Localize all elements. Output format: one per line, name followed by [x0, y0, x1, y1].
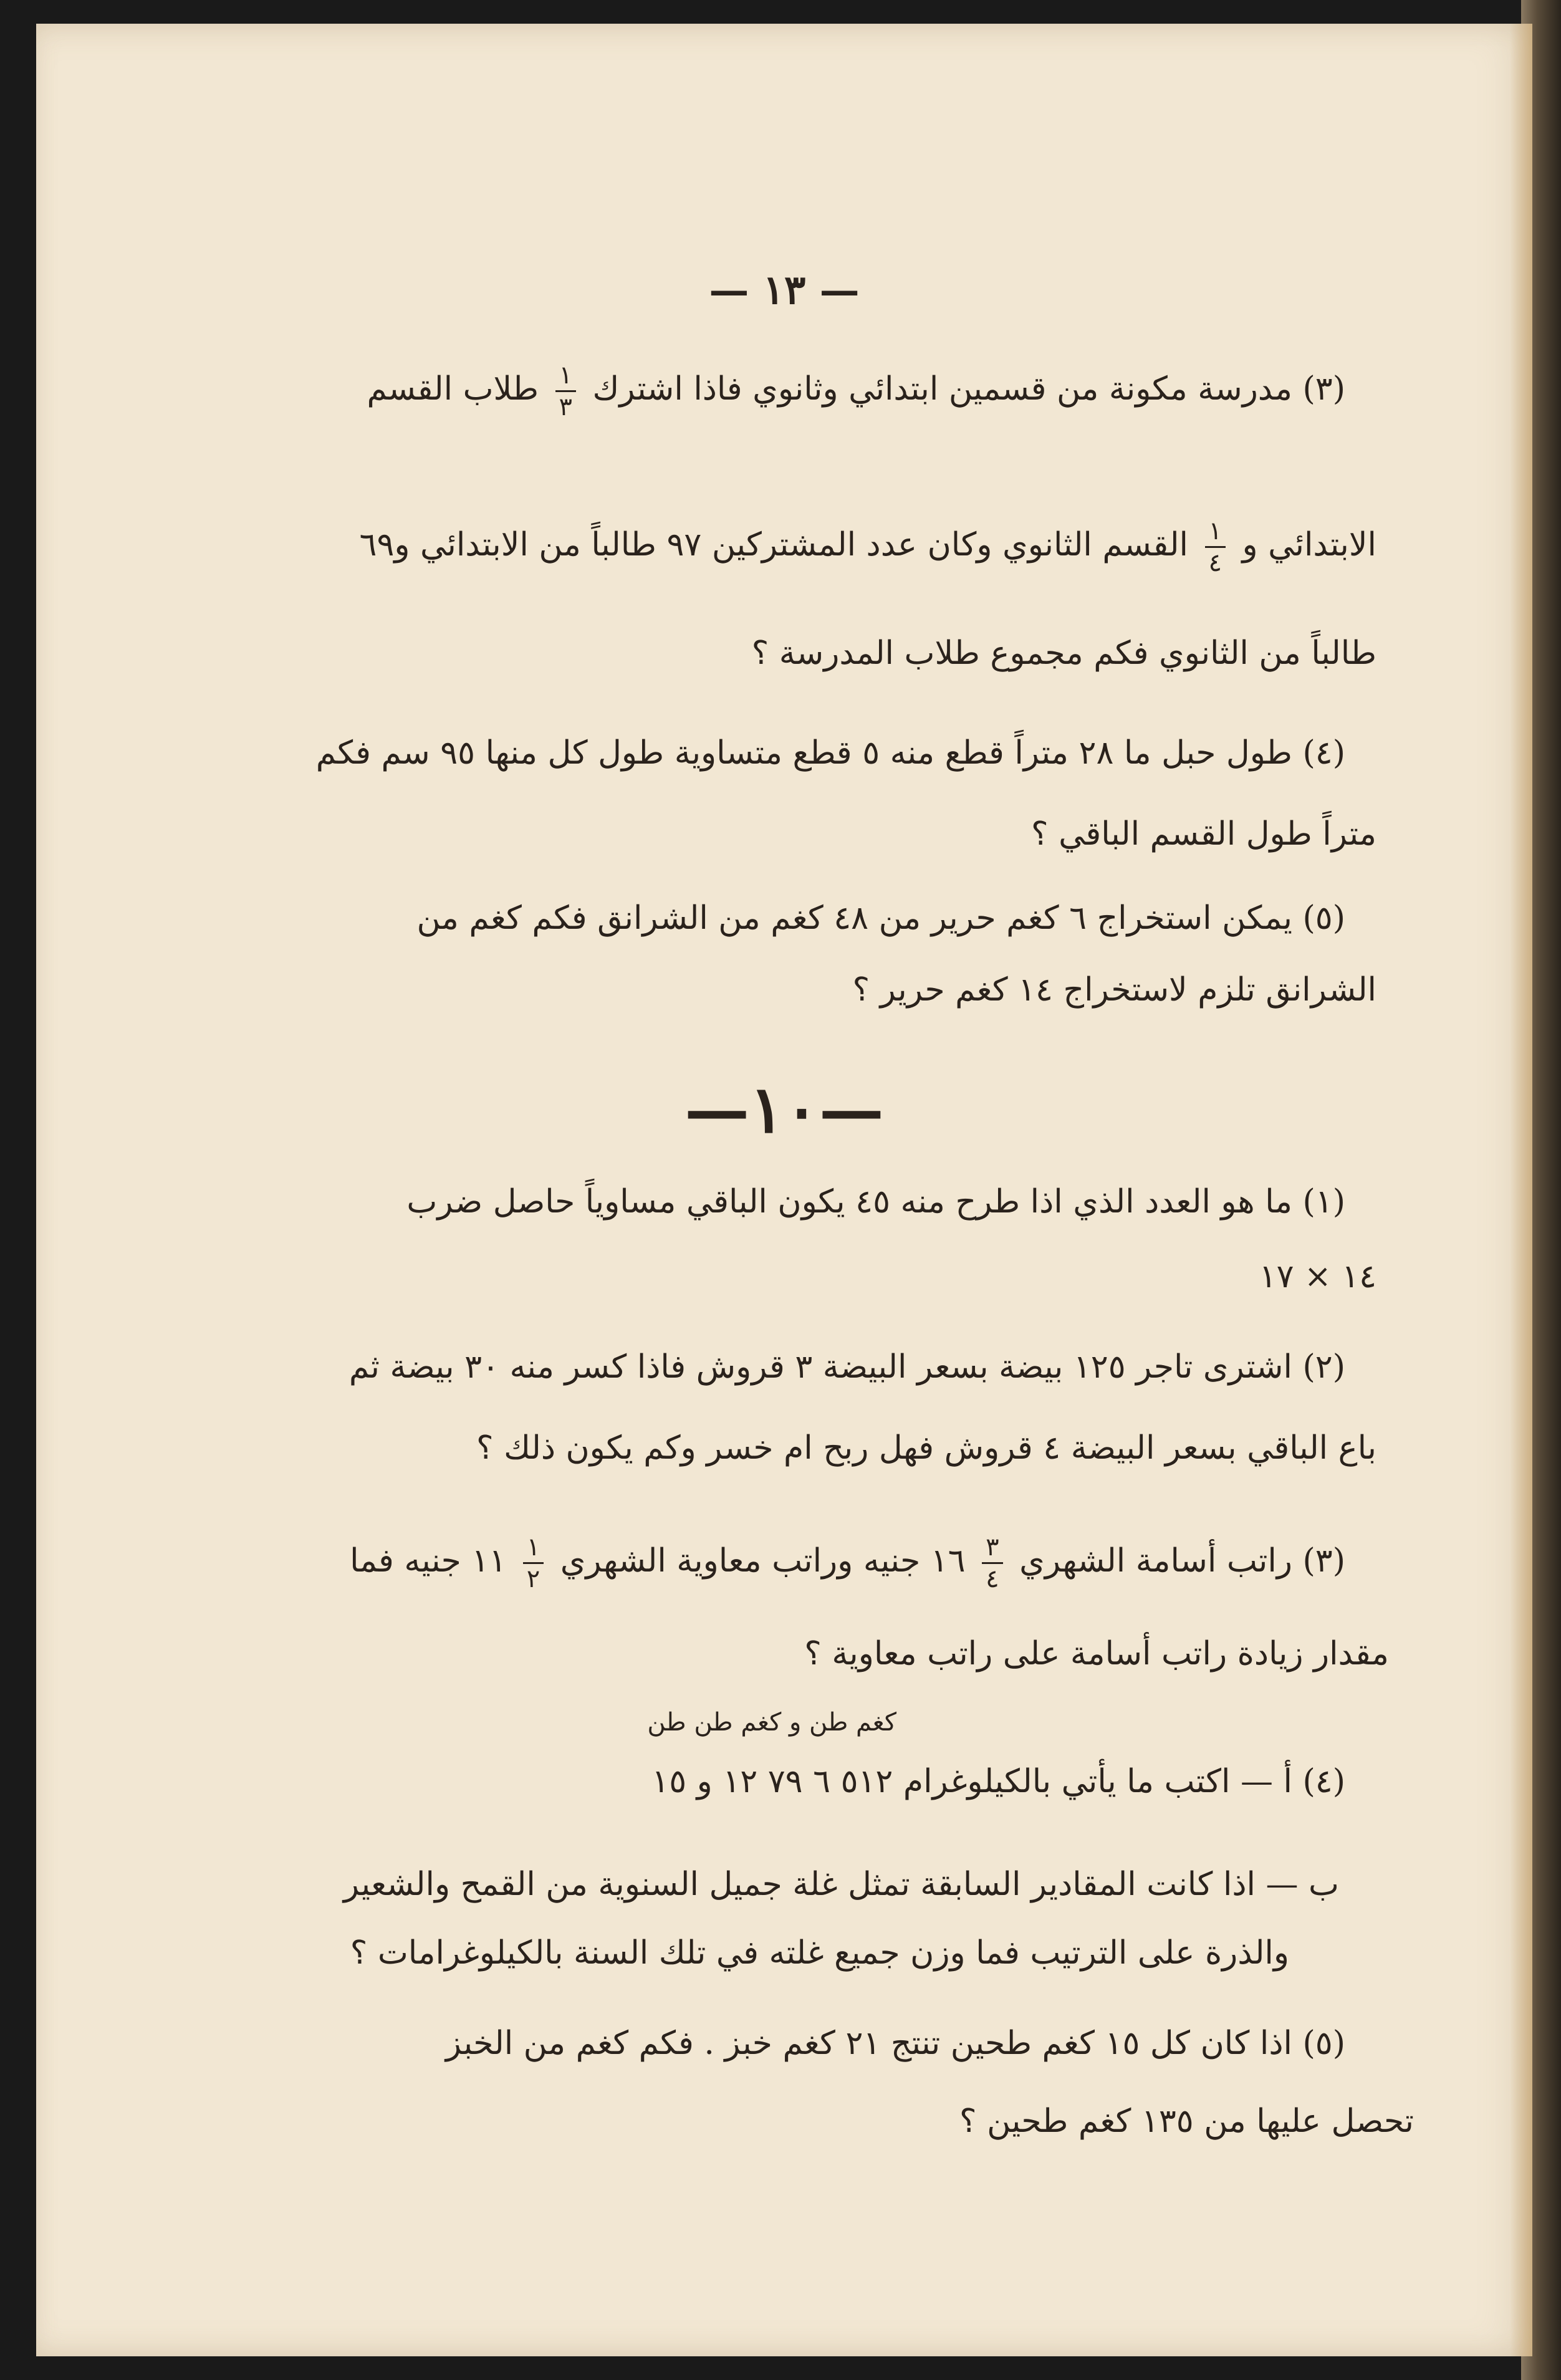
- problem-4-line-2: متراً طول القسم الباقي ؟: [1030, 815, 1376, 853]
- section-10-problem-3-text-c: ١١ جنيه فما: [350, 1542, 507, 1580]
- section-10-problem-3-text-a: (٣) راتب أسامة الشهري: [1019, 1542, 1345, 1580]
- section-10-problem-5-line-2: تحصل عليها من ١٣٥ كغم طحين ؟: [959, 2103, 1414, 2140]
- section-10-problem-2-line-1: (٢) اشترى تاجر ١٢٥ بيضة بسعر البيضة ٣ قروش فاذا كسر منه ٣٠ بيضة ثم: [348, 1348, 1345, 1386]
- book-page: [36, 24, 1532, 2356]
- section-10-problem-4-line-2: ب — اذا كانت المقادير السابقة تمثل غلة جميل السنوية من القمح والشعير: [343, 1866, 1339, 1903]
- section-10-problem-5-line-1: (٥) اذا كان كل ١٥ كغم طحين تنتج ٢١ كغم خبز . فكم كغم من الخبز: [445, 2025, 1345, 2062]
- fraction-one-quarter: [1205, 516, 1226, 578]
- problem-3-line-2: [359, 516, 1376, 577]
- fraction-one-half: [523, 1532, 544, 1594]
- section-10-problem-4-line-1: (٤) أ — اكتب ما يأتي بالكيلوغرام ٥١٢ ٦ ٧٩ ١٢ و ١٥: [651, 1763, 1345, 1800]
- problem-4-line-1: (٤) طول حبل ما ٢٨ متراً قطع منه ٥ قطع متساوية طول كل منها ٩٥ سم فكم: [315, 734, 1345, 772]
- fraction-numerator: ٣: [982, 1532, 1002, 1564]
- section-10-problem-1-line-2: ١٤ × ١٧: [1259, 1258, 1376, 1295]
- fraction-numerator: ١: [555, 360, 576, 392]
- problem-5-line-1: (٥) يمكن استخراج ٦ كغم حرير من ٤٨ كغم من الشرانق فكم كغم من: [416, 900, 1345, 937]
- problem-3-line-3: طالباً من الثانوي فكم مجموع طلاب المدرسة ؟: [751, 635, 1376, 672]
- fraction-one-third: [555, 360, 576, 422]
- fraction-three-quarters: [982, 1532, 1002, 1594]
- page-number: — ١٣ —: [709, 267, 860, 314]
- fraction-numerator: ١: [523, 1532, 544, 1564]
- problem-3-text-b: طلاب القسم: [367, 370, 539, 408]
- fraction-numerator: ١: [1205, 516, 1226, 548]
- section-10-problem-4-units: كغم طن و كغم طن طن: [647, 1708, 896, 1737]
- section-10-problem-2-line-2: باع الباقي بسعر البيضة ٤ قروش فهل ربح ام خسر وكم يكون ذلك ؟: [476, 1429, 1376, 1467]
- section-10-problem-4-line-3: والذرة على الترتيب فما وزن جميع غلته في تلك السنة بالكيلوغرامات ؟: [350, 1934, 1289, 1972]
- section-10-problem-3-text-b: ١٦ جنيه وراتب معاوية الشهري: [560, 1542, 966, 1580]
- fraction-denominator: ٢: [526, 1565, 540, 1593]
- problem-3-text-c: الابتدائي و: [1242, 526, 1376, 564]
- problem-3-line-1: [367, 360, 1345, 421]
- section-10-problem-1-line-1: (١) ما هو العدد الذي اذا طرح منه ٤٥ يكون الباقي مساوياً حاصل ضرب: [406, 1183, 1345, 1221]
- fraction-denominator: ٤: [1208, 549, 1222, 577]
- problem-3-text-a: (٣) مدرسة مكونة من قسمين ابتدائي وثانوي فاذا اشترك: [592, 370, 1345, 408]
- problem-3-text-d: القسم الثانوي وكان عدد المشتركين ٩٧ طالباً من الابتدائي و٦٩: [359, 526, 1188, 564]
- section-10-problem-3-line-2: مقدار زيادة راتب أسامة على راتب معاوية ؟: [804, 1635, 1389, 1672]
- problem-5-line-2: الشرانق تلزم لاستخراج ١٤ كغم حرير ؟: [852, 971, 1376, 1009]
- fraction-denominator: ٤: [986, 1565, 999, 1593]
- section-number: —١٠—: [684, 1071, 884, 1148]
- fraction-denominator: ٣: [559, 393, 572, 421]
- section-10-problem-3-line-1: [350, 1532, 1345, 1593]
